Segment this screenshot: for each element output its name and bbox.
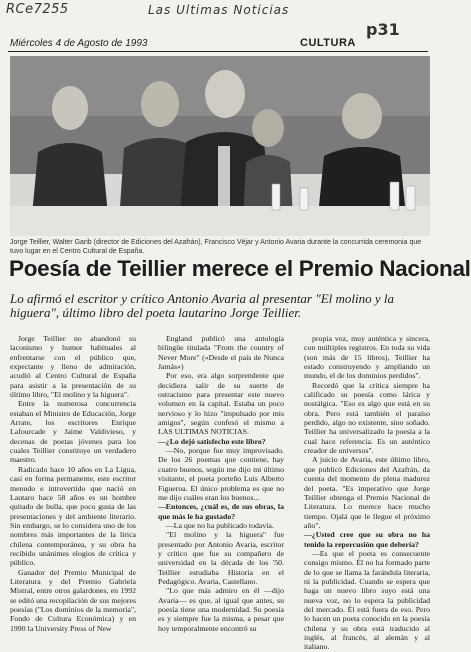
paragraph: "Lo que más admiro en él —dijo Avaria— es que, al igual que antes, su poesía tiene una modernidad. Su poesía es y siempre fue la misma, a pesar que hoy temporalmente encontró su: [158, 586, 284, 633]
interview-question: —¿Lo dejó satisfecho este libro?: [158, 436, 266, 446]
article-deck: Lo afirmó el escritor y crítico Antonio Avaria al presentar "El molino y la higuera", último libro del poeta lautarino Jorge Teillier.: [10, 291, 395, 320]
paragraph: Radicado hace 10 años en La Ligua, casi en forma permanente, este escritor menudo e introvertido que nació en Lautaro hace 58 años es un hombre quitado de bulla, que poco gusta de las presentaciones y del ambiente literario. Sin embargo, se lo considera uno de los nombres más importantes de la lírica chilena contemporánea, y su obra ha recibido unánimes elogios de crítica y público.: [10, 464, 136, 568]
paragraph: "El molino y la higuera" fue presentado por Antonio Avaria, escritor y crítico que fue su compañero de universidad en la década de los '50. Teillier estudiaba Historia en el Pedagógico. Avaria, Castellano.: [158, 530, 284, 586]
header-rule: [8, 51, 428, 52]
paragraph: —La que no ha publicado todavía.: [166, 520, 274, 530]
article-column-2: [158, 334, 284, 633]
paragraph: England publicó una antología bilingüe titulada "From the country of Never More" («Desde el país de Nunca Jamás»): [158, 334, 284, 372]
interview-question: —Entonces, ¿cuál es, de sus obras, la que más le ha gustado?: [158, 502, 284, 521]
photo-caption: Jorge Teillier, Walter Garib (director de Ediciones del Azafrán), Francisco Véjar y Antonio Avaria durante la concurrida ceremonia que tuvo lugar en el Centro Cultural de España.: [10, 239, 422, 255]
article-column-1: [10, 334, 136, 633]
paragraph: Jorge Teillier no abandonó su laconismo y humor habituales al enfrentarse con el público que, expectante y lleno de admiración, acudió al Centro Cultural de España para asistir a la presentación de su último libro, "El molino y la higuera".: [10, 334, 136, 400]
article-body: [10, 334, 434, 652]
paragraph: Ganador del Premio Municipal de Literatura y del Premio Gabriela Mistral, entre otros galardones, en 1992 se editó una recopilación de sus mejores poesías ("Los dominios de la memoria", Fondo de Cultura Económica) y en 1990 la University Press of New: [10, 567, 136, 633]
issue-date: Miércoles 4 de Agosto de 1993: [10, 38, 148, 49]
section-name: CULTURA: [300, 37, 356, 49]
paragraph: Por eso, era algo sorprendente que decidiera salir de su suerte de ostracismo para presentar este nuevo volumen en la capital. Estaba un poco nervioso y lo hizo "impulsado por mis amigos", según confesó el mismo a LAS ULTIMAS NOTICIAS.: [158, 371, 284, 437]
paragraph: —Es que el poeta es consecuente consigo mismo. Él no ha formado parte de lo que se llama la farándula literaria, ni la publicidad. Cuando se espera que haga un nuevo libro suyo está una nueva voz, no lo espera la publicidad del mercado. Él está fuera de eso. Pero lo hacen un poeta conocido en la poesía chilena y su obra está traducido al inglés, al francés, al alemán y al italiano.: [304, 548, 430, 652]
paragraph: Recordó que la crítica siempre ha calificado su poesía como lárica y nostálgica. "Eso es algo que está en su obra. Pero está también el paraíso perdido, algo no existente, sino soñado. Teillier ha universalizado la poesía a la cual hace referencia. Es un auténtico creador de universos".: [304, 380, 430, 456]
handwritten-catalog-code: RCe7255: [6, 2, 69, 17]
paragraph: A juicio de Avaria, este último libro, que publicó Ediciones del Azafrán, da cuenta del momento de plena madurez del poeta. "Es imperativo que Jorge Teillier obtenga el Premio Nacional de Literatura. Lo merece hace mucho tiempo. Ojalá que le llegue el próximo año".: [304, 455, 430, 530]
paragraph: —No, porque fue muy improvisado. De los 26 poemas que contiene, hay cuatro buenos, según me dijo mi último visitante, el poeta porteño Luis Alberto Figueroa. El único problema es que no me dijo cuáles eran los buenos...: [158, 446, 284, 502]
handwritten-page-number: p31: [366, 20, 400, 39]
interview-question: —¿Usted cree que su obra no ha tenido la repercusión que debería?: [304, 530, 430, 549]
article-headline: Poesía de Teillier merece el Premio Nacional: [9, 256, 471, 281]
paragraph: Entre la numerosa concurrencia estaban el Ministro de Educación, Jorge Arrate, los escritores Enrique Lafourcade y Jaime Valdivieso, y decenas de poetas jóvenes para los cuales Teillier constituye un verdadero maestro.: [10, 399, 136, 465]
paragraph: propia voz, muy auténtica y sincera, con múltiples registros. En toda su vida (son más de 15 libros), Teillier ha estado construyendo y ampliando un mundo, el de los dominios perdidos".: [304, 334, 430, 381]
event-photo: [10, 56, 430, 236]
handwritten-source-note: Las Ultimas Noticias: [148, 3, 290, 17]
article-column-3: [304, 334, 430, 652]
event-photo-illustration: [10, 56, 430, 236]
